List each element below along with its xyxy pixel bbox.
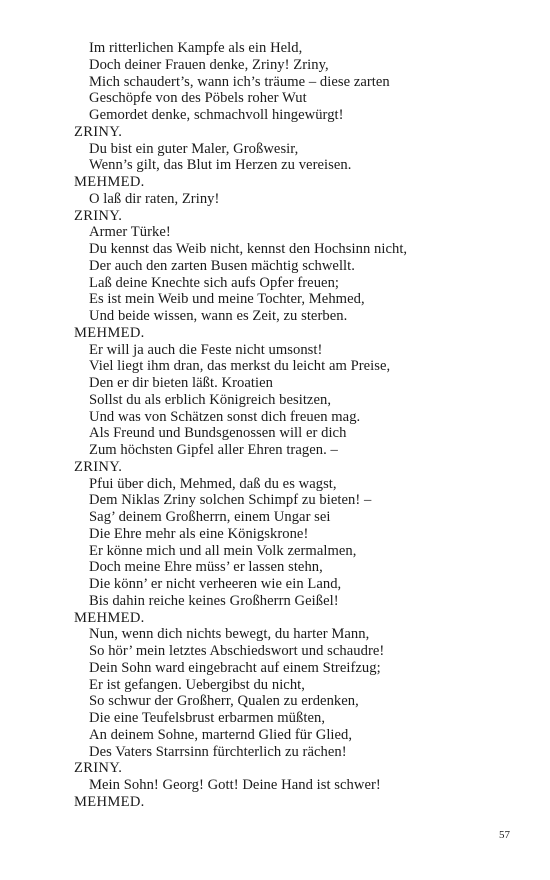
verse-line: Und beide wissen, wann es Zeit, zu sterben. [89,308,348,324]
verse-line: Nun, wenn dich nichts bewegt, du harter Mann, [89,626,370,643]
verse-line: Bis dahin reiche keines Großherrn Geißel! [89,592,339,609]
speaker-name: ZRINY. [74,458,123,475]
verse-line: Laß deine Knechte sich aufs Opfer freuen; [89,274,340,291]
verse-line: So schwur der Großherr, Qualen zu erdenken, [89,693,359,710]
verse-line: Pfui über dich, Mehmed, daß du es wagst, [89,475,337,492]
verse-line: Du kennst das Weib nicht, kennst den Hochsinn nicht, [89,241,408,257]
verse-line: Die eine Teufelsbrust erbarmen müßten, [89,710,326,726]
verse-line: Er könne mich und all mein Volk zermalmen, [89,542,357,559]
verse-line: So hör’ mein letztes Abschiedswort und schaudre! [89,643,385,659]
verse-line: Er will ja auch die Feste nicht umsonst! [89,341,323,358]
verse-line: Im ritterlichen Kampfe als ein Held, [89,40,303,56]
verse-line: Viel liegt ihm dran, das merkst du leicht am Preise, [89,358,391,375]
verse-line: Geschöpfe von des Pöbels roher Wut [89,90,307,107]
speaker-name: ZRINY. [74,760,123,777]
verse-line: O laß dir raten, Zriny! [89,190,220,207]
verse-line: Es ist mein Weib und meine Tochter, Mehmed, [89,291,365,308]
play-text [74,40,514,811]
page-number: 57 [499,829,510,841]
verse-line: Sollst du als erblich Königreich besitzen, [89,391,332,408]
speaker-name: ZRINY. [74,123,123,140]
verse-line: Mich schaudert’s, wann ich’s träume – diese zarten [89,73,390,90]
verse-line: Gemordet denke, schmachvoll hingewürgt! [89,107,344,123]
speaker-name: MEHMED. [74,609,145,626]
verse-line: Armer Türke! [89,224,171,241]
verse-line: Als Freund und Bundsgenossen will er dich [89,425,347,442]
speaker-name: MEHMED. [74,174,145,190]
verse-line: Die könn’ er nicht verheeren wie ein Land, [89,576,342,592]
verse-line: Den er dir bieten läßt. Kroatien [89,375,273,391]
verse-line: Sag’ deinem Großherrn, einem Ungar sei [89,509,331,525]
verse-line: Die Ehre mehr als eine Königskrone! [89,525,309,542]
verse-line: Doch deiner Frauen denke, Zriny! Zriny, [89,56,329,73]
verse-line: Des Vaters Starrsinn fürchterlich zu rächen! [89,743,347,760]
verse-line: Doch meine Ehre müss’ er lassen stehn, [89,559,323,576]
speaker-name: MEHMED. [74,793,145,810]
verse-line: Der auch den zarten Busen mächtig schwellt. [89,257,355,274]
verse-line: Und was von Schätzen sonst dich freuen mag. [89,408,361,425]
speaker-name: MEHMED. [74,324,145,341]
verse-line: An deinem Sohne, marternd Glied für Glied, [89,726,353,743]
verse-line: Dem Niklas Zriny solchen Schimpf zu bieten! – [89,492,372,509]
verse-line: Er ist gefangen. Uebergibst du nicht, [89,676,305,693]
speaker-name: ZRINY. [74,207,123,224]
verse-line: Du bist ein guter Maler, Großwesir, [89,140,299,157]
verse-line: Dein Sohn ward eingebracht auf einem Streifzug; [89,659,381,676]
verse-line: Mein Sohn! Georg! Gott! Deine Hand ist schwer! [89,777,381,793]
verse-line: Zum höchsten Gipfel aller Ehren tragen. – [89,442,338,458]
verse-line: Wenn’s gilt, das Blut im Herzen zu vereisen. [89,157,352,174]
